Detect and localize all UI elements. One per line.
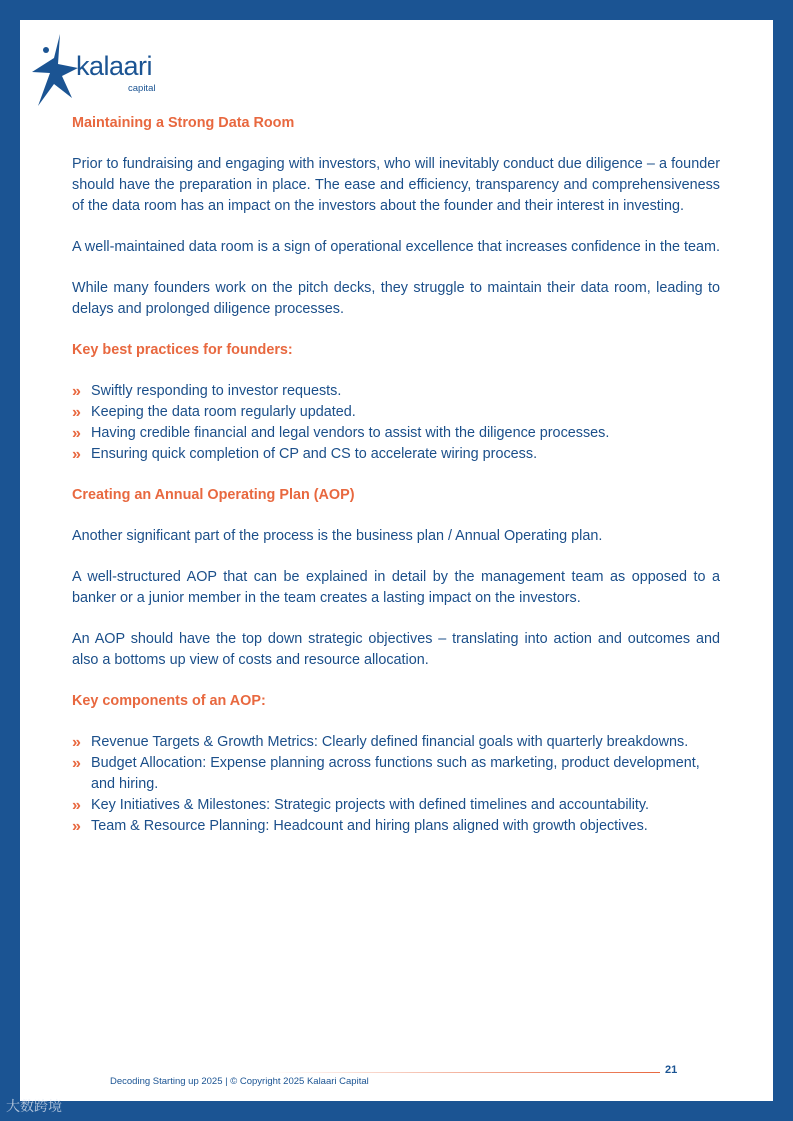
footer-divider (265, 1072, 660, 1073)
list-item-text: Team & Resource Planning: Headcount and hiring plans aligned with growth objectives. (91, 818, 648, 834)
list-item (72, 732, 720, 753)
section-heading-best-practices: Key best practices for founders: (72, 342, 293, 358)
section-heading-data-room: Maintaining a Strong Data Room (72, 115, 295, 131)
star-icon (30, 32, 80, 112)
paragraph: An AOP should have the top down strategic objectives – translating into action and outcomes and also a bottoms up view of costs and resource allocation. (72, 631, 720, 668)
aop-components-list (72, 732, 720, 837)
chevron-right-icon: » (72, 797, 81, 814)
list-item (72, 795, 720, 816)
list-item (72, 381, 720, 402)
document-page (20, 20, 773, 1101)
chevron-right-icon: » (72, 383, 81, 400)
list-item (72, 423, 720, 444)
chevron-right-icon: » (72, 818, 81, 835)
list-item-text: Key Initiatives & Milestones: Strategic projects with defined timelines and accountability. (91, 797, 650, 813)
logo-subtitle: capital (128, 83, 156, 94)
paragraph: A well-structured AOP that can be explained in detail by the management team as opposed to a banker or a junior member in the team creates a lasting impact on the investors. (72, 569, 720, 606)
list-item-text: Swiftly responding to investor requests. (91, 383, 342, 399)
kalaari-logo (30, 32, 180, 112)
list-item-text: Ensuring quick completion of CP and CS to accelerate wiring process. (91, 446, 538, 462)
chevron-right-icon: » (72, 734, 81, 751)
list-item (72, 753, 720, 795)
paragraph: Another significant part of the process is the business plan / Annual Operating plan. (72, 528, 603, 544)
main-content (72, 113, 720, 857)
chevron-right-icon: » (72, 425, 81, 442)
watermark-text: 大数跨境 (6, 1099, 62, 1115)
paragraph: While many founders work on the pitch decks, they struggle to maintain their data room, leading to delays and prolonged diligence processes. (72, 280, 720, 317)
paragraph: Prior to fundraising and engaging with investors, who will inevitably conduct due diligence – a founder should have the preparation in place. The ease and efficiency, transparency and comprehensiveness of the data room has an impact on the investors about the founder and their interest in investing. (72, 156, 720, 214)
footer-copyright: Decoding Starting up 2025 | © Copyright 2025 Kalaari Capital (110, 1076, 369, 1087)
section-heading-aop: Creating an Annual Operating Plan (AOP) (72, 487, 355, 503)
list-item-text: Revenue Targets & Growth Metrics: Clearly defined financial goals with quarterly breakdowns. (91, 734, 689, 750)
list-item (72, 402, 720, 423)
list-item-text: Keeping the data room regularly updated. (91, 404, 356, 420)
section-heading-components: Key components of an AOP: (72, 693, 266, 709)
list-item-text: Having credible financial and legal vendors to assist with the diligence processes. (91, 425, 610, 441)
paragraph: A well-maintained data room is a sign of operational excellence that increases confidence in the team. (72, 239, 720, 255)
chevron-right-icon: » (72, 755, 81, 772)
list-item (72, 816, 720, 837)
page-number: 21 (665, 1064, 678, 1076)
chevron-right-icon: » (72, 404, 81, 421)
best-practices-list (72, 381, 720, 465)
list-item (72, 444, 720, 465)
list-item-text: Budget Allocation: Expense planning across functions such as marketing, product development, and hiring. (91, 755, 700, 792)
chevron-right-icon: » (72, 446, 81, 463)
logo-wordmark: kalaari (76, 51, 153, 81)
